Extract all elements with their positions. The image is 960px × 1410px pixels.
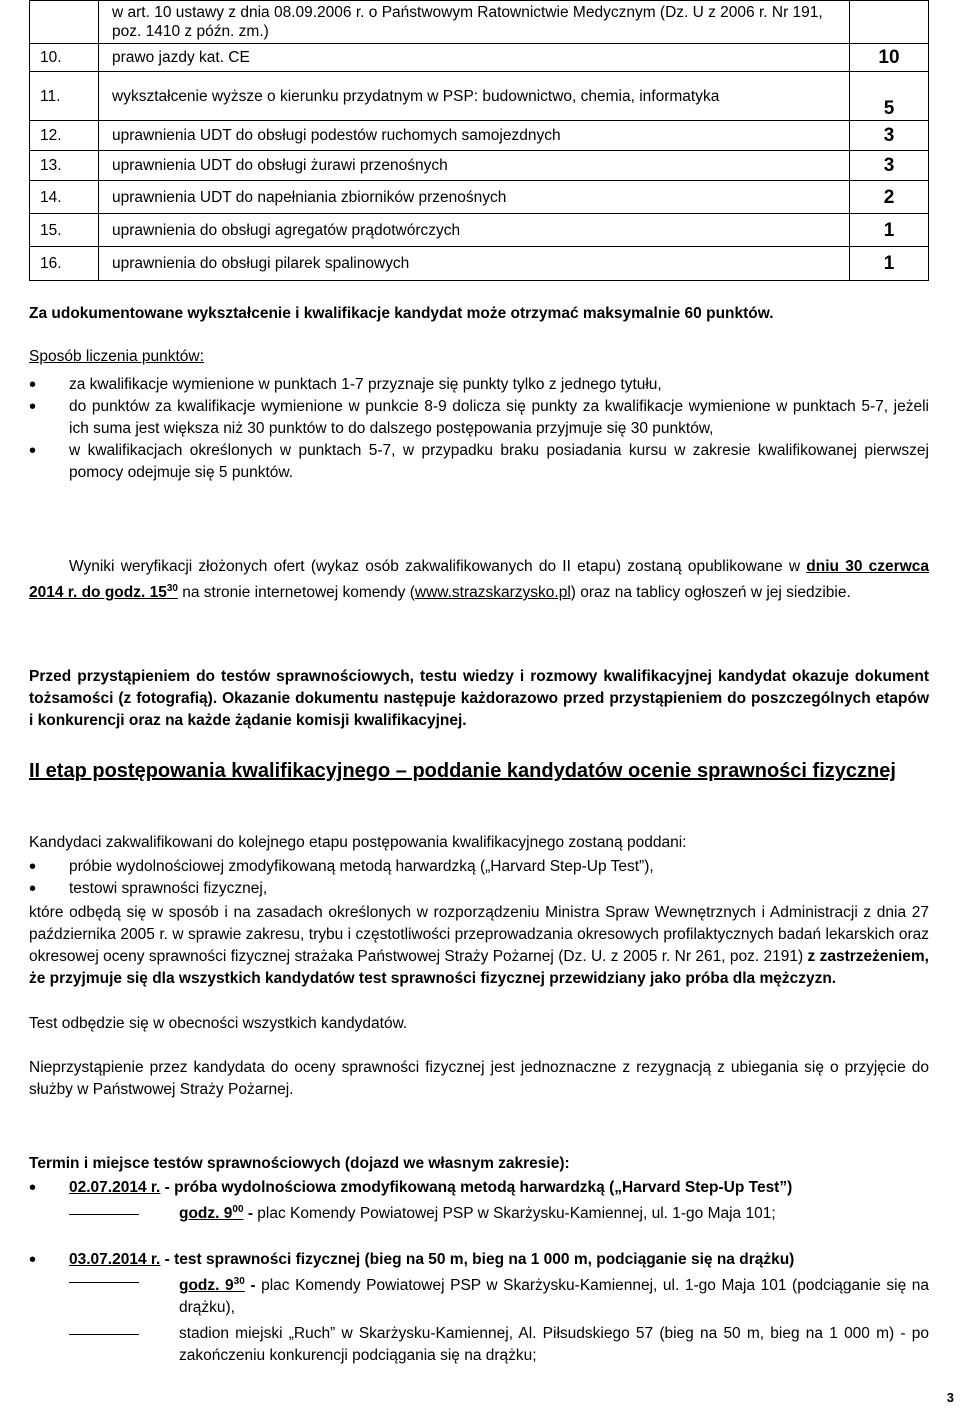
stage2-heading: II etap postępowania kwalifikacyjnego – poddanie kandydatów ocenie sprawności fizycznej	[29, 760, 896, 782]
row-description: uprawnienia UDT do obsługi żurawi przenośnych	[99, 151, 850, 181]
time-separator: -	[243, 1205, 253, 1223]
row-number: 12.	[30, 121, 99, 151]
row-points: 3	[850, 121, 929, 151]
row-description: uprawnienia UDT do obsługi podestów ruchomych samojezdnych	[99, 121, 850, 151]
table-row	[30, 181, 929, 214]
row-description: w art. 10 ustawy z dnia 08.09.2006 r. o Państwowym Ratownictwie Medycznym (Dz. U z 2006 r. Nr 191, poz. 1410 z późn. zm.)	[99, 1, 850, 44]
table-row	[30, 121, 929, 151]
row-number	[30, 1, 99, 44]
row-description: uprawnienia UDT do napełniania zbiorników przenośnych	[99, 181, 850, 214]
page-number: 3	[946, 1390, 954, 1405]
row-number: 10.	[30, 44, 99, 72]
dash-icon	[69, 1214, 139, 1215]
schedule-date: 03.07.2014 r.	[69, 1251, 161, 1269]
presence-note: Test odbędzie się w obecności wszystkich kandydatów.	[29, 1015, 408, 1032]
list-item: • próbie wydolnościowej zmodyfikowaną metodą harwardzką („Harvard Step-Up Test”),	[29, 856, 929, 878]
row-number: 13.	[30, 151, 99, 181]
website-link[interactable]: www.strazskarzysko.pl	[414, 584, 571, 602]
schedule-time	[179, 1205, 244, 1222]
regulation-text: które odbędą się w sposób i na zasadach określonych w rozporządzeniu Ministra Spraw Wewnętrznych i Administracji z dnia 27 października 2005 r. w sprawie zakresu, trybu i częstotliwości przeprowadzania okresowych profilaktycznych badań lekarskich oraz okresowej oceny sprawności fizycznej strażaka Państwowej Straży Pożarnej (Dz. U. z 2005 r. Nr 261, poz. 2191)	[29, 904, 929, 965]
time-separator: -	[244, 1277, 256, 1295]
row-number: 16.	[30, 247, 99, 281]
list-item: • do punktów za kwalifikacje wymienione w punkcie 8-9 dolicza się punkty za kwalifikacje wymienione w punktach 5-7, jeżeli ich suma jest większa niż 30 punktów to do dalszego postępowania przyjmuje się 30 punktów,	[29, 396, 929, 440]
row-number: 15.	[30, 214, 99, 247]
row-description: wykształcenie wyższe o kierunku przydatnym w PSP: budownictwo, chemia, informatyka	[99, 72, 850, 121]
row-number: 11.	[30, 72, 99, 121]
table-row	[30, 151, 929, 181]
results-date-minutes: 30	[166, 583, 178, 594]
regulation-paragraph	[29, 902, 929, 990]
max-points-note: Za udokumentowane wykształcenie i kwalifikacje kandydat może otrzymać maksymalnie 60 punktów.	[29, 305, 774, 322]
table-row	[30, 247, 929, 281]
time-minutes: 00	[232, 1204, 244, 1215]
time-label: godz. 9	[179, 1277, 234, 1295]
row-description: prawo jazdy kat. CE	[99, 44, 850, 72]
time-label: godz. 9	[179, 1205, 233, 1223]
scoring-list	[29, 374, 929, 484]
table-row	[30, 72, 929, 121]
regulation-condition: z zastrzeżeniem, że przyjmuje się dla wszystkich kandydatów test sprawności fizycznej przewidziany jako próba dla mężczyzn.	[29, 948, 929, 987]
schedule-day-1	[29, 1177, 929, 1199]
list-item: • w kwalifikacjach określonych w punktach 5-7, w przypadku braku posiadania kursu w zakresie kwalifikowanej pierwszej pomocy odejmuje się 5 punktów.	[29, 440, 929, 484]
row-description: uprawnienia do obsługi agregatów prądotwórczych	[99, 214, 850, 247]
id-notice	[29, 666, 929, 732]
dash-icon	[69, 1334, 139, 1335]
row-points	[850, 1, 929, 44]
schedule-day-2-time	[29, 1271, 929, 1319]
scoring-heading: Sposób liczenia punktów:	[29, 348, 204, 365]
results-text: Wyniki weryfikacji złożonych ofert (wykaz osób zakwalifikowanych do II etapu) zostaną opublikowane w	[69, 558, 807, 575]
schedule-description: - test sprawności fizycznej (bieg na 50 m, bieg na 1 000 m, podciąganie się na drążku)	[160, 1251, 795, 1269]
schedule-place: plac Komendy Powiatowej PSP w Skarżysku-Kamiennej, ul. 1-go Maja 101 (podciąganie się na drążku),	[179, 1277, 930, 1317]
results-text: ) oraz na tablicy ogłoszeń w jej siedzibie.	[570, 584, 851, 602]
qualifications-table	[29, 0, 929, 281]
schedule-date: 02.07.2014 r.	[69, 1179, 161, 1196]
table-row	[30, 1, 929, 44]
row-points: 10	[850, 44, 929, 72]
results-paragraph	[29, 556, 929, 604]
list-item: • za kwalifikacje wymienione w punktach 1-7 przyznaje się punkty tylko z jednego tytułu,	[29, 374, 929, 396]
schedule-time	[179, 1277, 245, 1294]
bullet-icon: •	[29, 1177, 37, 1199]
row-points: 3	[850, 151, 929, 181]
schedule-place: plac Komendy Powiatowej PSP w Skarżysku-Kamiennej, ul. 1-go Maja 101;	[252, 1205, 776, 1223]
id-notice-text: Okazanie dokumentu następuje każdorazowo przed przystąpieniem do poszczególnych etapów i konkurencji oraz na każde żądanie komisji kwalifikacyjnej.	[29, 690, 930, 729]
row-points: 5	[850, 72, 929, 121]
row-points: 1	[850, 247, 929, 281]
id-notice-text: Przed przystąpieniem do testów sprawnościowych, testu wiedzy i rozmowy kwalifikacyjnej kandydat okazuje dokument tożsamości (z fotografią).	[29, 668, 929, 707]
schedule-list	[29, 1177, 929, 1367]
schedule-day-2	[29, 1249, 929, 1271]
schedule-place: stadion miejski „Ruch” w Skarżysku-Kamiennej, Al. Piłsudskiego 57 (bieg na 50 m, bieg na 1 000 m) - po zakończeniu konkurencji podciągania się na drążku;	[179, 1325, 929, 1365]
absence-note: Nieprzystąpienie przez kandydata do oceny sprawności fizycznej jest jednoznaczne z rezygnacją z ubiegania się o przyjęcie do służby w Państwowej Straży Pożarnej.	[29, 1059, 929, 1098]
time-minutes: 30	[233, 1276, 245, 1288]
stage2-list	[29, 856, 929, 900]
row-description: uprawnienia do obsługi pilarek spalinowych	[99, 247, 850, 281]
table-row	[30, 214, 929, 247]
schedule-day-2-stadium	[29, 1323, 929, 1367]
row-points: 2	[850, 181, 929, 214]
row-points: 1	[850, 214, 929, 247]
list-item: • testowi sprawności fizycznej,	[29, 878, 929, 900]
bullet-icon: •	[29, 1249, 37, 1272]
results-text: na stronie internetowej komendy (	[177, 584, 415, 602]
dash-icon	[69, 1282, 139, 1283]
results-date: dniu 30 czerwca 2014 r. do godz. 15	[29, 558, 929, 602]
table-row	[30, 44, 929, 72]
schedule-heading: Termin i miejsce testów sprawnościowych (dojazd we własnym zakresie):	[29, 1155, 570, 1172]
stage2-intro: Kandydaci zakwalifikowani do kolejnego etapu postępowania kwalifikacyjnego zostaną poddani:	[29, 834, 687, 851]
schedule-description: - próba wydolnościowa zmodyfikowaną metodą harwardzką („Harvard Step-Up Test”)	[160, 1179, 793, 1196]
schedule-day-1-time	[29, 1199, 929, 1225]
row-number: 14.	[30, 181, 99, 214]
